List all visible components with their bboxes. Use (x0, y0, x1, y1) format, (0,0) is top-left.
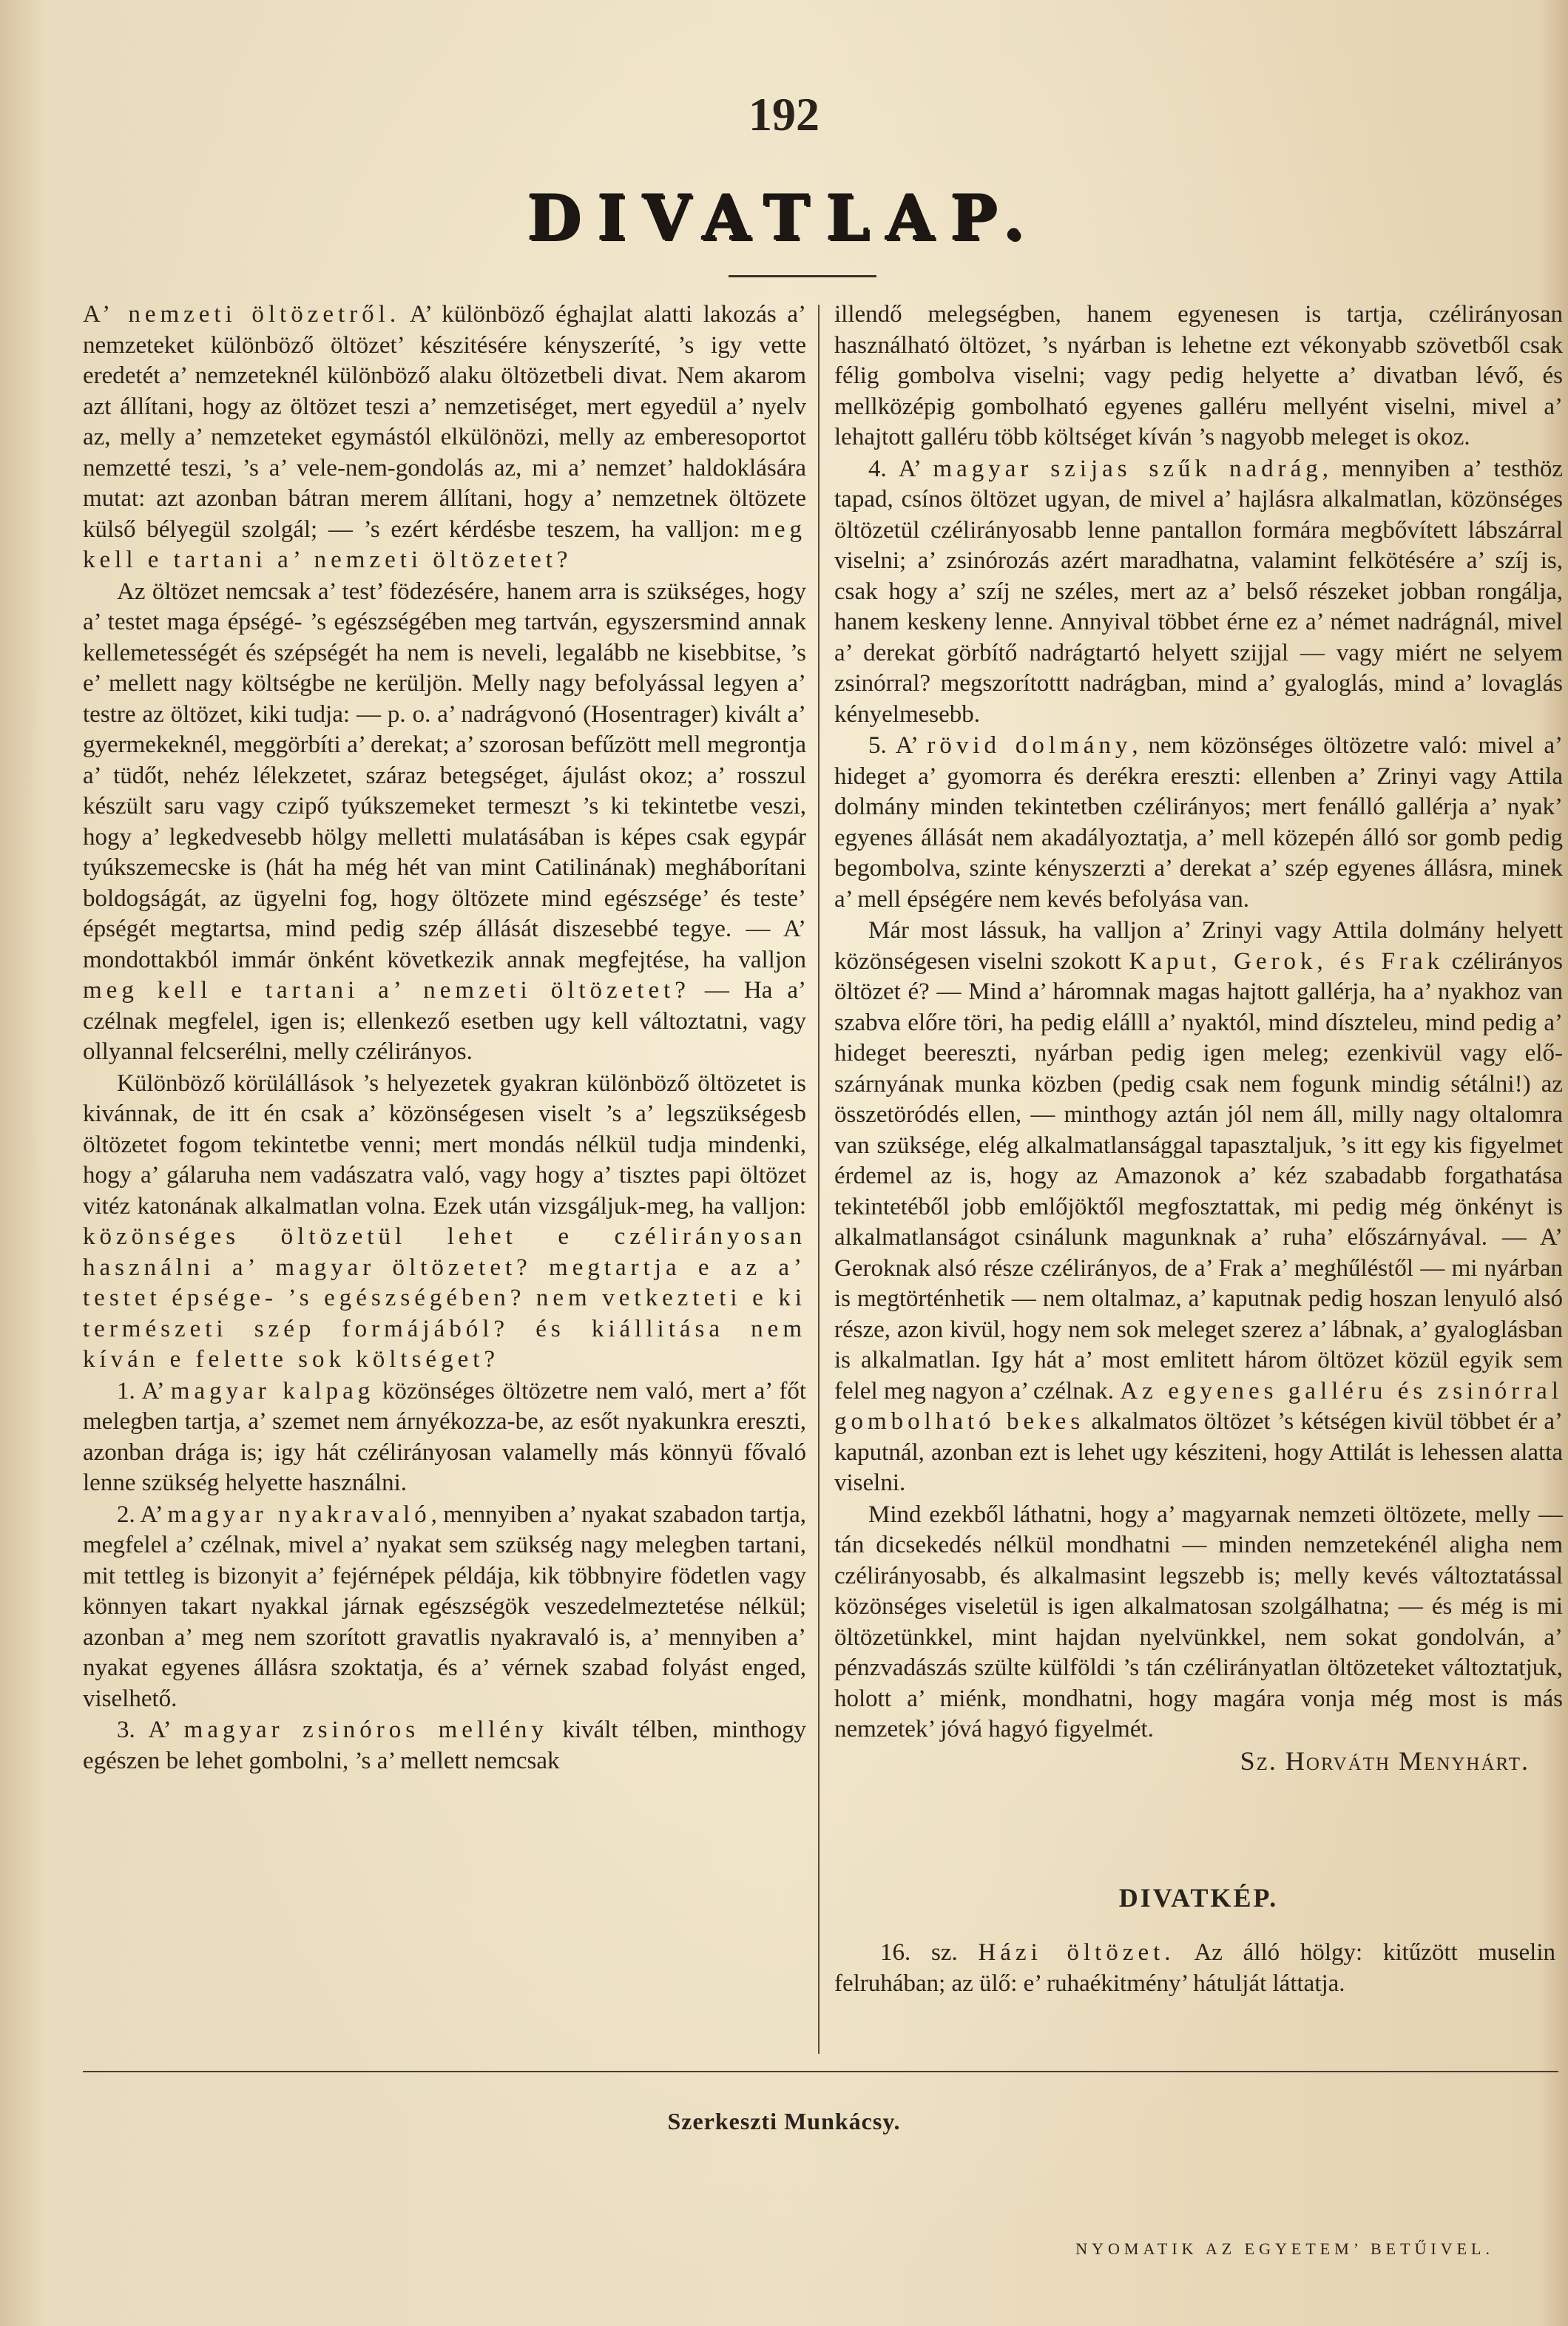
paragraph-text: 5. A’ (868, 732, 927, 759)
paragraph-text: Az öltözet nemcsak a’ test’ födezésére, hanem arra is szükséges, hogy a’ testet maga épségé- ’s egészségében meg tartván, egyszersmind annak kellemetességét és szépségét ha nem is neveli, legalább ne kisebbitse, ’s e’ mellett nagy költségbe ne kerüljön. Melly nagy befolyással legyen a’ testre az öltözet, kiki tudja: — p. o. a’ nadrágvonó (Hosentrager) kivált a’ gyermekeknél, meggörbíti a’ derekat; a’ szorosan befűzött mell megrontja a’ tüdőt, nehéz lélekzetet, száraz betegséget, ájulást okoz; a’ rosszul készült saru vagy czipő tyúkszemeket termeszt ’s ki tekintetbe veszi, hogy a’ legkedvesebb hölgy melletti mulatásában is képes csak egypár tyúkszemecske is (hát ha még hét van mint Catilinának) megháborítani boldogságát, az ügyelni fog, hogy öltözete mind egészsége’ és teste’ épségét megtartsa, mind pedig szép állását diszesebbé tegye. — A’ mondottakból immár önként következik annak megfejtése, ha valljon (83, 578, 806, 973)
paragraph-text: közönséges öltözetre nem való, mert a’ főt melegben tartja, a’ szemet nem árnyékozza-be, az esőt nyakunkra ereszti, azonban drága is; igy hát czélirányosan valamelly más könnyü fővaló lenne szükség helyette használni. (83, 1377, 806, 1496)
paragraph (834, 300, 1563, 453)
paragraph (83, 1069, 806, 1376)
paragraph-text: Már most lássuk, ha valljon a’ Zrinyi vagy Attila dolmány helyett közönségesen viselni szokott (834, 917, 1563, 975)
spaced-emphasis: magyar kalpag (170, 1377, 375, 1404)
paragraph-text: 1. A’ (117, 1377, 171, 1404)
paragraph-text: , mennyiben a’ testhöz tapad, csínos öltözet ugyan, de mivel a’ hajlásra alkalmatlan, közönséges öltözetül czélirányosabb lenne pantallon formára megbővített lábszárral viselni; a’ zsinórozás azért maradhatna, valamint felkötésére a’ szíj is, csak hogy a’ szíj ne széles, mert az a’ belső részeket jobban rongálja, hanem keskeny lenne. Annyival többet érne ez a’ német nadrágnál, mivel a’ derekat görbítő nadrágtartó helyett szijjal — vagy miért ne selyem zsinórral? megszorítottt nadrágban, mind a’ gyaloglás, mind a’ lovaglás kényelmesebb. (834, 455, 1563, 728)
spaced-emphasis: meg kell e tartani a’ nemzeti öltözetet? (83, 515, 806, 573)
paragraph (83, 1715, 806, 1776)
spaced-emphasis: közönséges öltözetül lehet e czélirányosan használni a’ magyar öltözetet? megtartja e az a’ testet épsége- ’s egészségében? nem vetkezteti e ki természeti szép formájából? és kiállitása nem kíván e felette sok költséget? (83, 1223, 806, 1373)
page-number: 192 (748, 88, 820, 141)
paragraph-text: A’ különböző éghajlat alatti lakozás a’ nemzeteket különböző öltözet’ készitésére kényszeríté, ’s igy vette eredetét a’ nemzeteknél különböző alaku öltözetbeli divat. Nem akarom azt állítani, hogy az öltözet teszi a’ nemzetiséget, mert egyedül a’ nyelv az, melly a’ nemzeteket egymástól elkülönözi, melly az emberesoportot nemzetté teszi, ’s a’ vele-nem-gondolás az, mi a’ nemzet’ haldoklására mutat: azt azonban bátran merem állítani, hogy a’ nemzetnek öltözete külső bélyegül szolgál; — ’s ezért kérdésbe teszem, ha valljon: (83, 301, 806, 543)
paragraph (834, 731, 1563, 915)
paragraph-text: czélirányos öltözet é? — Mind a’ háromnak magas hajtott gallérja, ha a’ nyakhoz van szabva előre töri, ha pedig elálll a’ nyaktól, mind díszteleu, mind pedig a’ hideget beereszti, nyárban pedig igen meleg; ezenkivül vagy elő-szárnyának munka közben (pedig csak nem fogunk mindig sétálni!) az összetöródés ellen, — minthogy aztán jól nem áll, milly nagy oltalomra van szüksége, elég alkalmatlansággal tapasztaljuk, ’s itt egy kis figyelmet érdemel az is, hogy az Amazonok a’ kéz szabadabb forgathatása tekintetéből jobb emlőjöktől megfosztattak, mi pedig még önkényt is alkalmatlanságot csinálunk magunknak a’ ruha’ előszárnyával. — A’ Geroknak alsó része czélirányos, de a’ Frak a’ meghűléstől — mi nyárban is megtörténhetik — nem oltalmaz, a’ kaputnak pedig hoszan lenyuló alsó része, azon kivül, hogy nem sok meleget szerez a’ lábnak, a’ gyaloglásban is alkalmatlan. Igy hát a’ most emlitett három öltözet közül egyik sem felel meg nagyon a’ czélnak. (834, 947, 1563, 1404)
paragraph (834, 916, 1563, 1499)
author-signature: Sz. Horváth Menyhárt. (1240, 1746, 1530, 1776)
paragraph-text: illendő melegségben, hanem egyenesen is tartja, czélirányosan használható öltözet, ’s nyárban is lehetne ezt vékonyabb szövetből csak félig gombolva viselni; vagy pedig helyette a’ divatban lévő, és mellközépig gombolható egyenes galléru mellyént viselni, mivel a’ lehajtott galléru több költséget kíván ’s nagyobb meleget is okoz. (834, 301, 1563, 450)
section-title: DIVATKÉP. (1118, 1883, 1279, 1913)
masthead-rule (729, 275, 876, 277)
spaced-emphasis: meg kell e tartani a’ nemzeti öltözetet? (83, 977, 690, 1004)
caption-text: Az álló hölgy: kitűzött muselin felruhában; az ülő: e’ ruhaékitmény’ hátulját láttatja. (834, 1939, 1556, 1997)
bottom-rule (83, 2071, 1558, 2072)
paragraph (83, 1376, 806, 1499)
spaced-emphasis: Kaput, Gerok, és Frak (1129, 947, 1444, 975)
paragraph (83, 1500, 806, 1715)
left-column (83, 300, 806, 1777)
spaced-emphasis: magyar zsinóros mellény (183, 1717, 548, 1743)
paragraph (83, 300, 806, 576)
spaced-emphasis: rövid dolmány (927, 732, 1132, 759)
spaced-emphasis: Az egyenes galléru és zsinórral gombolható bekes (834, 1377, 1563, 1435)
spaced-heading: A’ nemzeti öltözetről. (83, 301, 401, 328)
spaced-emphasis: magyar nyakravaló (167, 1501, 431, 1528)
paragraph-text: 2. A’ (117, 1501, 168, 1528)
paragraph-text: kivált télben, minthogy egészen be lehet gombolni, ’s a’ mellett nemcsak (83, 1717, 806, 1774)
printer-imprint: NYOMATIK AZ EGYETEM’ BETŰIVEL. (1075, 2239, 1494, 2258)
paragraph (834, 1500, 1563, 1745)
paragraph-text: , nem közönséges öltözetre való: mivel a’ hideget a’ gyomorra és derékra ereszti: ellenben a’ Zrinyi vagy Attila dolmány minden tekintetben czélirányos; mert fenálló gallérja a’ nyak’ egyenes állását nem akadályoztatja, a’ mell közepén álló sor gomb pedig begombolva, szinte kényszerzti a’ derekat a’ szép egyenes állásra, minek a’ mell épségére nem kevés befolyása van. (834, 732, 1563, 913)
editor-line: Szerkeszti Munkácsy. (667, 2108, 901, 2134)
paragraph-text: 3. A’ (117, 1717, 184, 1743)
spaced-emphasis: magyar szijas szűk nadrág (933, 455, 1322, 482)
paragraph-text: 4. A’ (868, 455, 933, 482)
paragraph-text: Különböző körülállások ’s helyezetek gyakran különböző öltözetet is kivánnak, de itt én csak a’ közönségesen viselt ’s a’ legszükségesb öltözetet fogom tekintetbe venni; mert mondás nélkül tudja mindenki, hogy a’ gálaruha nem vadászatra való, vagy hogy a’ tisztes papi öltözet vitéz katonának alkalmatlan volna. Ezek után vizsgáljuk-meg, ha valljon: (83, 1069, 806, 1220)
column-divider (818, 305, 820, 2054)
paragraph (83, 577, 806, 1068)
caption-number: 16. sz. (880, 1939, 958, 1966)
paragraph-text: , mennyiben a’ nyakat szabadon tartja, megfelel a’ czélnak, mivel a’ nyakat sem szükség nagy melegben tartani, mit tettleg is bizonyit a’ fejérnépek példája, kik többnyire födetlen vagy könnyen takart nyakkal járnak egészségök veszedelmeztetése nélkül; azonban a’ meg nem szorított gravatlis nyakravaló is, a’ mennyiben a’ nyakat egyenes állásra szoktatja, és a’ vérnek szabad folyást enged, viselhető. (83, 1501, 806, 1712)
caption-heading: Házi öltözet. (978, 1939, 1175, 1966)
paragraph (834, 454, 1563, 731)
plate-caption (834, 1938, 1555, 1999)
paragraph-text: — Ha a’ czélnak megfelel, igen is; ellenkező esetben ugy kell változtatni, vagy ollyannal felcserélni, melly czélirányos. (83, 977, 806, 1065)
paragraph-text: Mind ezekből láthatni, hogy a’ magyarnak nemzeti öltözete, melly — tán dicsekedés nélkül mondhatni — minden nemzetekénél aligha nem czélirányosabb, és alkalmasint legszebb is; melly kevés változtatással közönséges viseletül is igen alkalmatosan szolgálhatna; — és még is mi öltözetünkkel, mint hajdan nyelvünkkel, nem sokat gondolván, a’ pénzvadászás szülte külföldi ’s tán czélirányatlan öltözeteket változtatjuk, holott a’ miénk, mondhatni, hogy magára vonja még most is más nemzetek’ jóvá hagyó figyelmét. (834, 1501, 1563, 1742)
masthead-title: DIVATLAP. (527, 181, 1041, 254)
paragraph-text: alkalmatos öltözet ’s kétségen kivül többet ér a’ kaputnál, azonban ezt is lehet ugy késziteni, hogy Attilát is lehessen alatta viselni. (834, 1408, 1563, 1496)
right-column (834, 300, 1563, 1746)
